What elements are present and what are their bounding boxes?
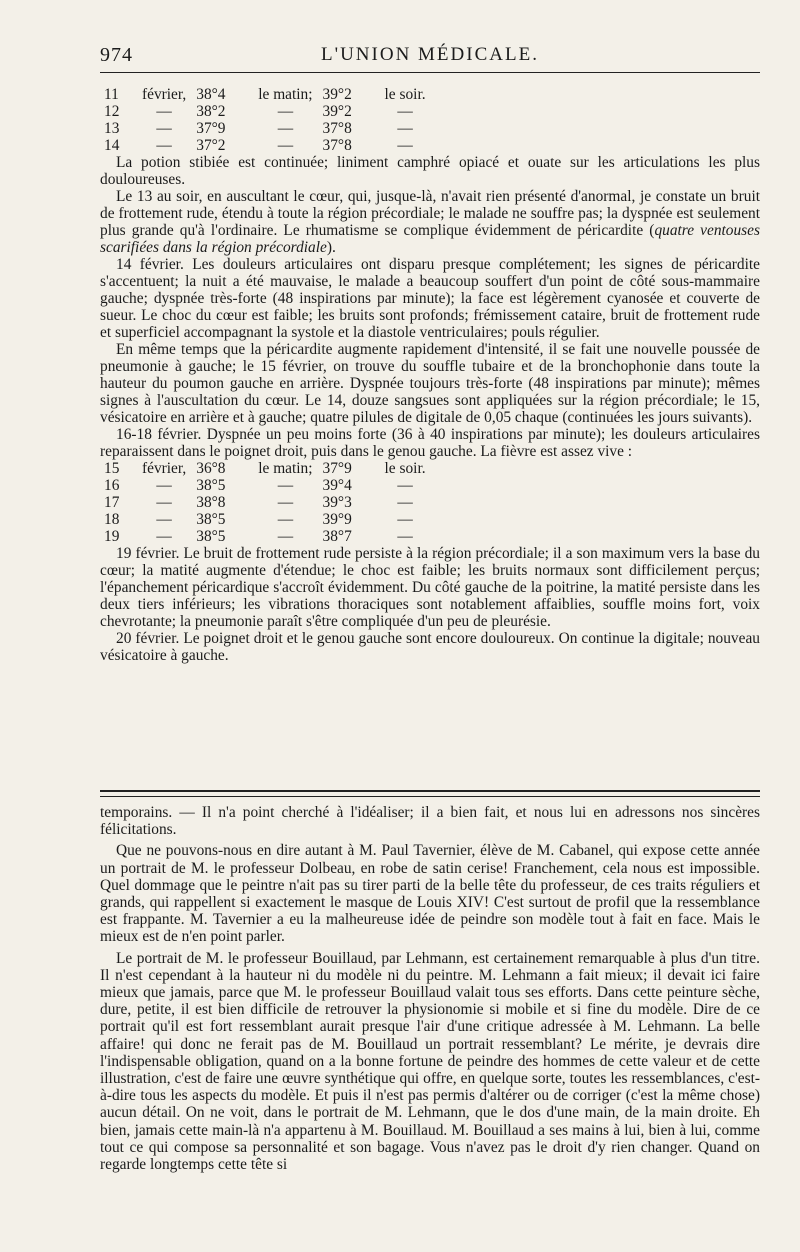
month-cell: — xyxy=(156,511,172,528)
month-cell: — xyxy=(156,103,172,120)
evening-marker: — xyxy=(397,528,413,545)
morning-value: 38°5 xyxy=(196,511,226,528)
page-header xyxy=(100,44,760,70)
day-cell: 13 xyxy=(104,120,120,137)
temperature-row xyxy=(104,494,436,511)
evening-marker: — xyxy=(397,103,413,120)
morning-marker: — xyxy=(277,103,294,120)
feuilleton-rule-thick xyxy=(100,790,760,792)
month-cell: février, xyxy=(142,460,187,477)
morning-marker: — xyxy=(277,137,294,154)
morning-value: 38°8 xyxy=(196,494,226,511)
temperature-row xyxy=(104,120,436,137)
day-cell: 15 xyxy=(104,460,120,477)
month-cell: février, xyxy=(142,86,187,103)
running-title: L'UNION MÉDICALE. xyxy=(321,44,539,65)
morning-marker: le matin; xyxy=(258,460,313,477)
morning-marker: le matin; xyxy=(258,86,313,103)
paragraph-pericarditis xyxy=(100,188,760,256)
feuilleton-paragraph-2: Que ne pouvons-nous en dire autant à M. Paul Tavernier, élève de M. Cabanel, qui expose cette année un portrait de M. le professeur Dolbeau, en robe de satin cerise! Franchement, cela nous est impossible. Quel dommage que le peintre n'ait pas su tirer parti de la belle tête du professeur, de ces traits réguliers et grands, qui rappellent si exactement le masque de Louis XIV! C'est surtout de profil que la ressemblance est frappante. M. Tavernier a eu la malheureuse idée de peindre son modèle tout à fait en face. Mais le mieux est de n'en point parler. xyxy=(100,842,760,946)
feuilleton-rule-thin xyxy=(100,796,760,797)
feuilleton-paragraph-1: temporains. — Il n'a point cherché à l'idéaliser; il a bien fait, et nous lui en adressons nos sincères félicitations. xyxy=(100,804,760,839)
temperature-row xyxy=(104,86,436,103)
header-rule xyxy=(100,72,760,73)
month-cell: — xyxy=(156,528,172,545)
temperature-row xyxy=(104,137,436,154)
evening-value: 39°2 xyxy=(322,103,352,120)
temperature-row xyxy=(104,528,436,545)
evening-value: 39°3 xyxy=(322,494,352,511)
paragraph-19-fevrier: 19 février. Le bruit de frottement rude persiste à la région précordiale; il a son maximum vers la base du cœur; la matité augmente d'étendue; le choc est faible; les bruits normaux sont difficilement perçus; l'épanchement péricardique s'accroît évidemment. Du côté gauche de la poitrine, la matité persiste dans les deux tiers inférieurs; les vibrations thoraciques sont notablement affaiblies, souffle moins fort, voix chevrotante; la pneumonie paraît s'être compliquée d'un peu de pleurésie. xyxy=(100,545,760,630)
day-cell: 17 xyxy=(104,494,120,511)
evening-value: 37°8 xyxy=(322,120,352,137)
pericarditis-italic: quatre ventouses scarifiées dans la région précordiale xyxy=(100,222,760,256)
evening-marker: le soir. xyxy=(384,86,426,103)
day-cell: 14 xyxy=(104,137,120,154)
evening-marker: — xyxy=(397,477,413,494)
evening-value: 39°2 xyxy=(322,86,352,103)
pericarditis-end: ). xyxy=(326,239,336,256)
paragraph-pneumonie: En même temps que la péricardite augmente rapidement d'intensité, il se fait une nouvelle poussée de pneumonie à gauche; le 15 février, on trouve du souffle tubaire et de la bronchophonie dans toute la hauteur du poumon gauche en arrière. Dyspnée toujours très-forte (48 inspirations par minute); mêmes signes à l'auscultation du cœur. Le 14, douze sangsues sont appliquées sur la région précordiale; le 15, vésicatoire en arrière et à gauche; quatre pilules de digitale de 0,05 chaque (continuées les jours suivants). xyxy=(100,341,760,426)
temperature-table-2 xyxy=(104,460,436,545)
month-cell: — xyxy=(156,137,172,154)
paragraph-potion: La potion stibiée est continuée; liniment camphré opiacé et ouate sur les articulations les plus douloureuses. xyxy=(100,154,760,188)
morning-value: 37°2 xyxy=(196,137,226,154)
paragraph-20-fevrier: 20 février. Le poignet droit et le genou gauche sont encore douloureux. On continue la digitale; nouveau vésicatoire à gauche. xyxy=(100,630,760,664)
evening-value: 39°9 xyxy=(322,511,352,528)
feuilleton-paragraph-3: Le portrait de M. le professeur Bouillaud, par Lehmann, est certainement remarquable à plus d'un titre. Il n'est cependant à la hauteur ni du modèle ni du peintre. M. Lehmann a fait mieux; il devait ici faire mieux que jamais, parce que M. le professeur Bouillaud valait tous ses efforts. Dans cette peinture sèche, dure, petite, il est bien difficile de retrouver la physionomie si mobile et si fine du modèle. Dire de ce portrait qu'il est fort ressemblant aurait presque l'air d'une critique adressée à M. Lehmann. La belle affaire! qui donc ne ferait pas de M. Bouillaud un portrait ressemblant? Le mérite, je devrais dire l'indispensable obligation, quand on a la bonne fortune de peindre des hommes de cette valeur et de cette illustration, c'est de faire une œuvre synthétique qui offre, en quelque sorte, toutes les ressemblances, c'est-à-dire tous les aspects du modèle. Et puis il n'est pas permis d'altérer ou de corriger (c'est la même chose) aucun détail. On ne voit, dans le portrait de M. Lehmann, que le dos d'une main, de la main droite. Eh bien, jamais cette main-là n'a appartenu à M. Bouillaud. M. Bouillaud a ses mains à lui, bien à lui, comme tout ce qui compose sa personnalité et son bagage. Vous n'avez pas le droit d'y rien changer. Quand on regarde longtemps cette tête si xyxy=(100,949,760,1174)
evening-marker: — xyxy=(397,137,413,154)
morning-value: 38°4 xyxy=(196,86,226,103)
evening-value: 38°7 xyxy=(322,528,352,545)
page-number: 974 xyxy=(100,44,133,66)
morning-marker: — xyxy=(277,528,294,545)
day-cell: 19 xyxy=(104,528,120,545)
morning-value: 38°5 xyxy=(196,528,226,545)
morning-marker: — xyxy=(277,120,294,137)
evening-value: 39°4 xyxy=(322,477,352,494)
temperature-row xyxy=(104,511,436,528)
morning-value: 37°9 xyxy=(196,120,226,137)
morning-marker: — xyxy=(277,477,294,494)
evening-marker: — xyxy=(397,494,413,511)
temperature-row xyxy=(104,477,436,494)
paragraph-14-fevrier: 14 février. Les douleurs articulaires ont disparu presque complétement; les signes de péricardite s'accentuent; la nuit a été mauvaise, le malade a beaucoup souffert d'un point de côté sous-mammaire gauche; dyspnée très-forte (48 inspirations par minute); la face est légèrement cyanosée et couverte de sueur. Le choc du cœur est faible; les bruits sont profonds; frémissement cataire, bruit de frottement rude et superficiel accompagnant la systole et la diastole ventriculaires; pouls régulier. xyxy=(100,256,760,341)
month-cell: — xyxy=(156,477,172,494)
month-cell: — xyxy=(156,494,172,511)
day-cell: 11 xyxy=(104,86,119,103)
temperature-table-1 xyxy=(104,86,436,154)
day-cell: 12 xyxy=(104,103,120,120)
morning-value: 38°5 xyxy=(196,477,226,494)
temperature-row xyxy=(104,460,436,477)
month-cell: — xyxy=(156,120,172,137)
day-cell: 16 xyxy=(104,477,120,494)
morning-value: 38°2 xyxy=(196,103,226,120)
day-cell: 18 xyxy=(104,511,120,528)
evening-marker: — xyxy=(397,511,413,528)
temperature-row xyxy=(104,103,436,120)
pericarditis-text: Le 13 au soir, en auscultant le cœur, qui, jusque-là, n'avait rien présenté d'anormal, je constate un bruit de frottement rude, étendu à toute la région précordiale; le malade ne souffre pas; la dyspnée est seulement plus grande qu'à l'ordinaire. Le rhumatisme se complique évidemment de péricardite ( xyxy=(100,188,760,239)
paragraph-16-18-fevrier: 16-18 février. Dyspnée un peu moins forte (36 à 40 inspirations par minute); les douleurs articulaires reparaissent dans le poignet droit, puis dans le genou gauche. La fièvre est assez vive : xyxy=(100,426,760,460)
evening-value: 37°9 xyxy=(322,460,352,477)
morning-marker: — xyxy=(277,511,294,528)
clinical-observation xyxy=(100,86,760,664)
evening-marker: — xyxy=(397,120,413,137)
morning-value: 36°8 xyxy=(196,460,226,477)
morning-marker: — xyxy=(277,494,294,511)
feuilleton xyxy=(100,804,760,1173)
evening-marker: le soir. xyxy=(384,460,426,477)
evening-value: 37°8 xyxy=(322,137,352,154)
